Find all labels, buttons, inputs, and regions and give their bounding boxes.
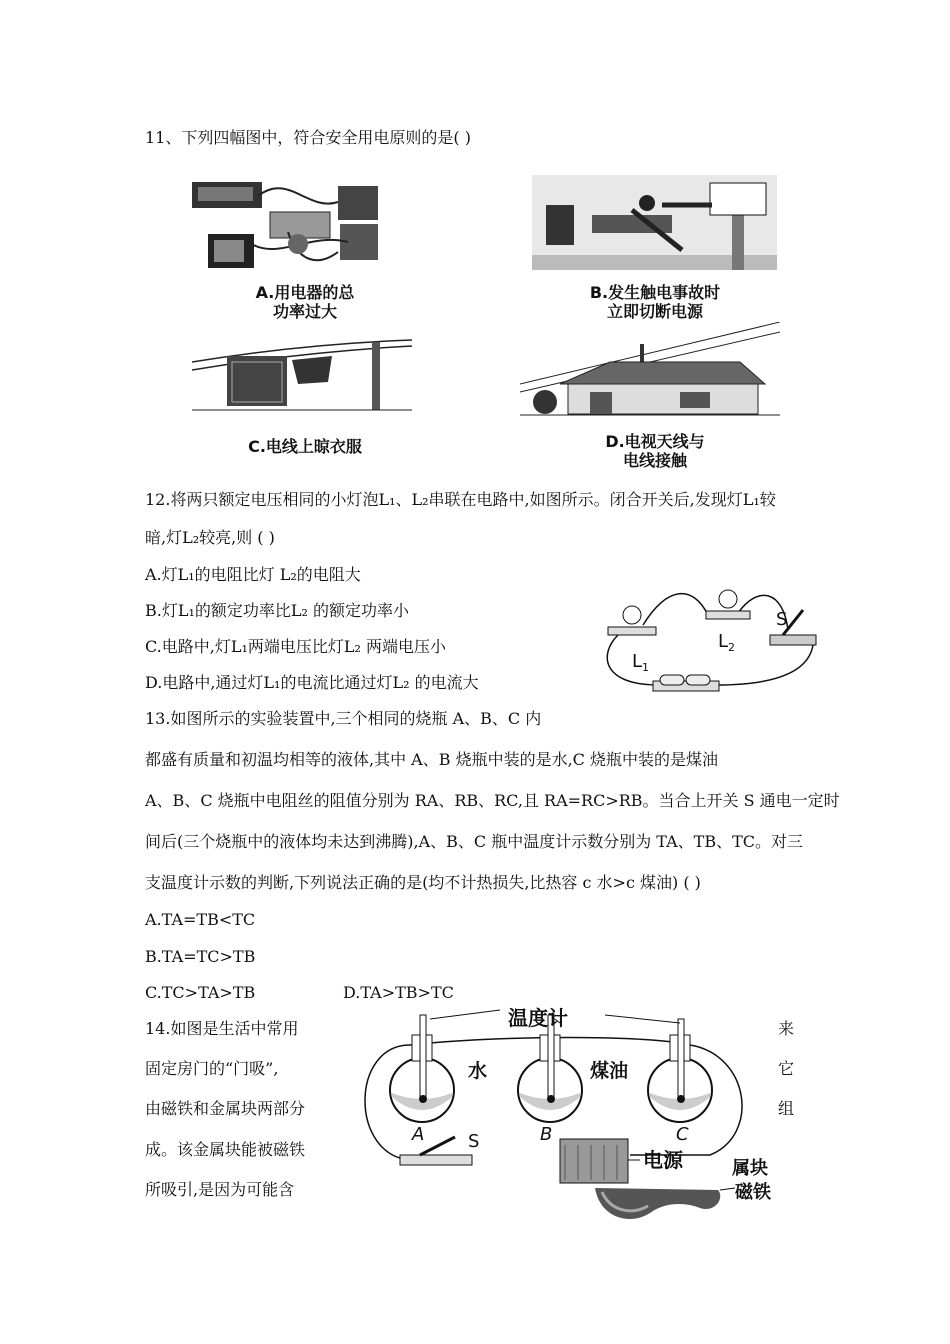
q11-caption-d: D.电视天线与 电线接触	[605, 432, 705, 470]
q13-option-a: A.TA=TB<TC	[145, 910, 256, 929]
q14-right-fragment-1: 来	[778, 1019, 795, 1038]
q11-caption-c: C.电线上晾衣服	[248, 437, 362, 456]
q11-figure-c	[192, 322, 412, 412]
q14-line-1: 14.如图是生活中常用	[145, 1019, 299, 1038]
q12-option-a: A.灯L₁的电阻比灯 L₂的电阻大	[145, 565, 361, 584]
q12-option-d: D.电路中,通过灯L₁的电流比通过灯L₂ 的电流大	[145, 673, 479, 692]
q13-kerosene-label: 煤油	[590, 1060, 629, 1082]
q12-label-s: S	[776, 609, 788, 630]
q13-line-5: 支温度计示数的判断,下列说法正确的是(均不计热损失,比热容 c 水>c 煤油) ( )	[145, 873, 701, 892]
q13-thermometer-label: 温度计	[508, 1006, 568, 1030]
q13-line-1: 13.如图所示的实验装置中,三个相同的烧瓶 A、B、C 内	[145, 709, 542, 728]
q13-flask-a-label: A	[412, 1124, 425, 1145]
q13-option-c: C.TC>TA>TB	[145, 983, 256, 1002]
q13-flask-c	[648, 1019, 712, 1122]
q13-flask-c-label: C	[676, 1124, 689, 1145]
q12-stem-line1: 12.将两只额定电压相同的小灯泡L₁、L₂串联在电路中,如图所示。闭合开关后,发现灯L₁较	[145, 490, 776, 509]
q14-line-4: 成。该金属块能被磁铁	[145, 1140, 306, 1159]
q14-magnet-label: 磁铁	[735, 1182, 771, 1203]
q12-label-l2: $L_2$	[718, 631, 736, 654]
q11-stem: 11、下列四幅图中，符合安全用电原则的是( )	[145, 128, 471, 147]
q11-caption-a: A.用电器的总 功率过大	[255, 283, 355, 321]
q11-figure-b	[532, 175, 777, 270]
q13-line-3: A、B、C 烧瓶中电阻丝的阻值分别为 RA、RB、RC,且 RA=RC>RB。当合上开关 S 通电一定时	[145, 791, 840, 810]
q13-flask-b-label: B	[540, 1124, 553, 1145]
q12-label-l1: $L_1$	[632, 651, 650, 674]
q14-line-2: 固定房门的“门吸”,	[145, 1059, 279, 1078]
q11-figure-d	[520, 322, 780, 417]
q13-line-2: 都盛有质量和初温均相等的液体,其中 A、B 烧瓶中装的是水,C 烧瓶中装的是煤油	[145, 750, 718, 769]
q13-line-4: 间后(三个烧瓶中的液体均未达到沸腾),A、B、C 瓶中温度计示数分别为 TA、TB、TC。对三	[145, 832, 803, 851]
q12-circuit-figure	[598, 585, 823, 710]
q14-metal-block-label: 属块	[732, 1158, 768, 1179]
q13-option-b: B.TA=TC>TB	[145, 947, 256, 966]
q14-line-3: 由磁铁和金属块两部分	[145, 1099, 306, 1118]
q14-doorstop-figure	[590, 1158, 800, 1228]
q13-option-d: D.TA>TB>TC	[343, 983, 454, 1002]
q11-caption-b: B.发生触电事故时 立即切断电源	[589, 283, 721, 321]
q14-right-fragment-3: 组	[778, 1099, 795, 1118]
q12-option-c: C.电路中,灯L₁两端电压比灯L₂ 两端电压小	[145, 637, 447, 656]
q12-option-b: B.灯L₁的额定功率比L₂ 的额定功率小	[145, 601, 410, 620]
q14-right-fragment-2: 它	[778, 1059, 795, 1078]
q12-stem-line2: 暗,灯L₂较亮,则 ( )	[145, 528, 275, 547]
q13-flask-b	[518, 1015, 582, 1122]
q13-power-label: 电源	[643, 1148, 683, 1172]
q13-water-label: 水	[468, 1060, 488, 1082]
q11-figure-a	[188, 172, 418, 272]
q13-switch-label: S	[468, 1131, 480, 1152]
q13-flask-a	[390, 1015, 454, 1122]
q14-line-5: 所吸引,是因为可能含	[145, 1180, 295, 1199]
